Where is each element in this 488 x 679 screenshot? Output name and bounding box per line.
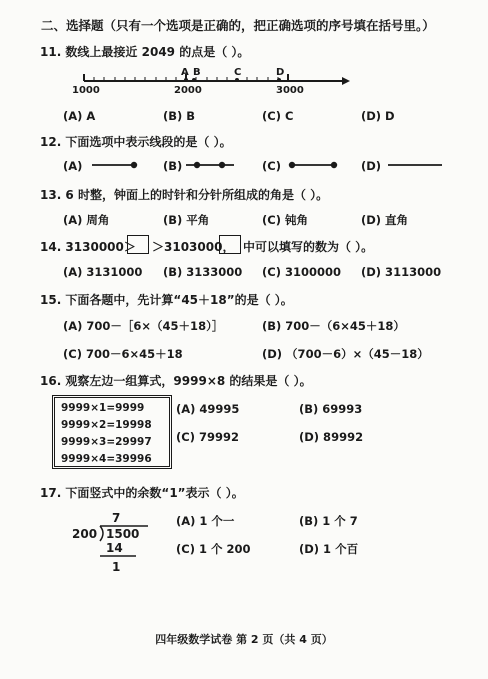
point-label-b: B — [193, 67, 201, 78]
option-d[interactable]: (D) 3113000 — [361, 265, 442, 279]
option-a[interactable]: (A) 49995 — [176, 402, 240, 416]
equation-line: 9999×2=19998 — [61, 419, 152, 431]
equation-line: 9999×1=9999 — [61, 402, 145, 414]
option-d[interactable]: (D) 直角 — [361, 213, 409, 227]
option-c[interactable]: (C) 79992 — [176, 430, 239, 444]
option-c[interactable]: (C) C — [262, 109, 294, 123]
point-label-c: C — [234, 67, 242, 78]
division-remainder: 1 — [112, 560, 121, 574]
division-dividend: 1500 — [106, 527, 140, 541]
option-a[interactable]: (A) 700－［6×（45＋18）］ — [63, 319, 224, 333]
option-a[interactable]: (A) 周角 — [63, 213, 110, 227]
option-a[interactable]: (A) 3131000 — [63, 265, 143, 279]
option-c[interactable]: (C) 钝角 — [262, 213, 308, 227]
question-17-stem: 17. 下面竖式中的余数“1”表示（ ）。 — [40, 486, 244, 500]
option-a[interactable]: (A) A — [63, 109, 96, 123]
option-b[interactable]: (B) 平角 — [163, 213, 210, 227]
question-13-stem: 13. 6 时整，钟面上的时针和分针所组成的角是（ ）。 — [40, 188, 329, 202]
point-label-d: D — [276, 67, 285, 78]
option-b[interactable]: (B) — [163, 159, 183, 173]
tick-label-3000: 3000 — [276, 85, 304, 96]
division-product: 14 — [106, 541, 123, 555]
option-b[interactable]: (B) 69993 — [299, 402, 363, 416]
question-14-stem-part2: ＞3103000， — [152, 240, 235, 254]
option-a[interactable]: (A) — [63, 159, 83, 173]
question-14-stem-part1: 14. 3130000＞ — [40, 240, 136, 254]
division-quotient: 7 — [112, 511, 121, 525]
question-12-stem: 12. 下面选项中表示线段的是（ ）。 — [40, 135, 232, 149]
option-d[interactable]: (D) D — [361, 109, 395, 123]
option-b[interactable]: (B) 1 个 7 — [299, 514, 358, 528]
option-d[interactable]: (D) （700－6）×（45－18） — [262, 347, 429, 361]
option-c[interactable]: (C) 3100000 — [262, 265, 341, 279]
question-15-stem: 15. 下面各题中，先计算“45＋18”的是（ ）。 — [40, 293, 293, 307]
question-14-stem-part3: 中可以填写的数为（ ）。 — [243, 240, 374, 254]
section-title: 二、选择题（只有一个选项是正确的，把正确选项的序号填在括号里。） — [41, 18, 435, 33]
tick-label-1000: 1000 — [72, 85, 100, 96]
option-a[interactable]: (A) 1 个一 — [176, 514, 235, 528]
question-11-stem: 11. 数线上最接近 2049 的点是（ ）。 — [40, 45, 250, 59]
tick-label-2000: 2000 — [174, 85, 202, 96]
point-label-a: A — [181, 67, 189, 78]
option-d[interactable]: (D) 1 个百 — [299, 542, 359, 556]
option-b[interactable]: (B) 3133000 — [163, 265, 243, 279]
equation-line: 9999×4=39996 — [61, 453, 152, 465]
equation-line: 9999×3=29997 — [61, 436, 152, 448]
option-c[interactable]: (C) 1 个 200 — [176, 542, 251, 556]
option-b[interactable]: (B) 700－（6×45＋18） — [262, 319, 405, 333]
option-c[interactable]: (C) 700－6×45＋18 — [63, 347, 183, 361]
question-16-stem: 16. 观察左边一组算式，9999×8 的结果是（ ）。 — [40, 374, 312, 388]
division-divisor: 200 — [72, 527, 98, 541]
option-d[interactable]: (D) — [361, 159, 382, 173]
option-b[interactable]: (B) B — [163, 109, 196, 123]
page-footer: 四年级数学试卷 第 2 页（共 4 页） — [155, 633, 333, 646]
option-d[interactable]: (D) 89992 — [299, 430, 364, 444]
option-c[interactable]: (C) — [262, 159, 281, 173]
